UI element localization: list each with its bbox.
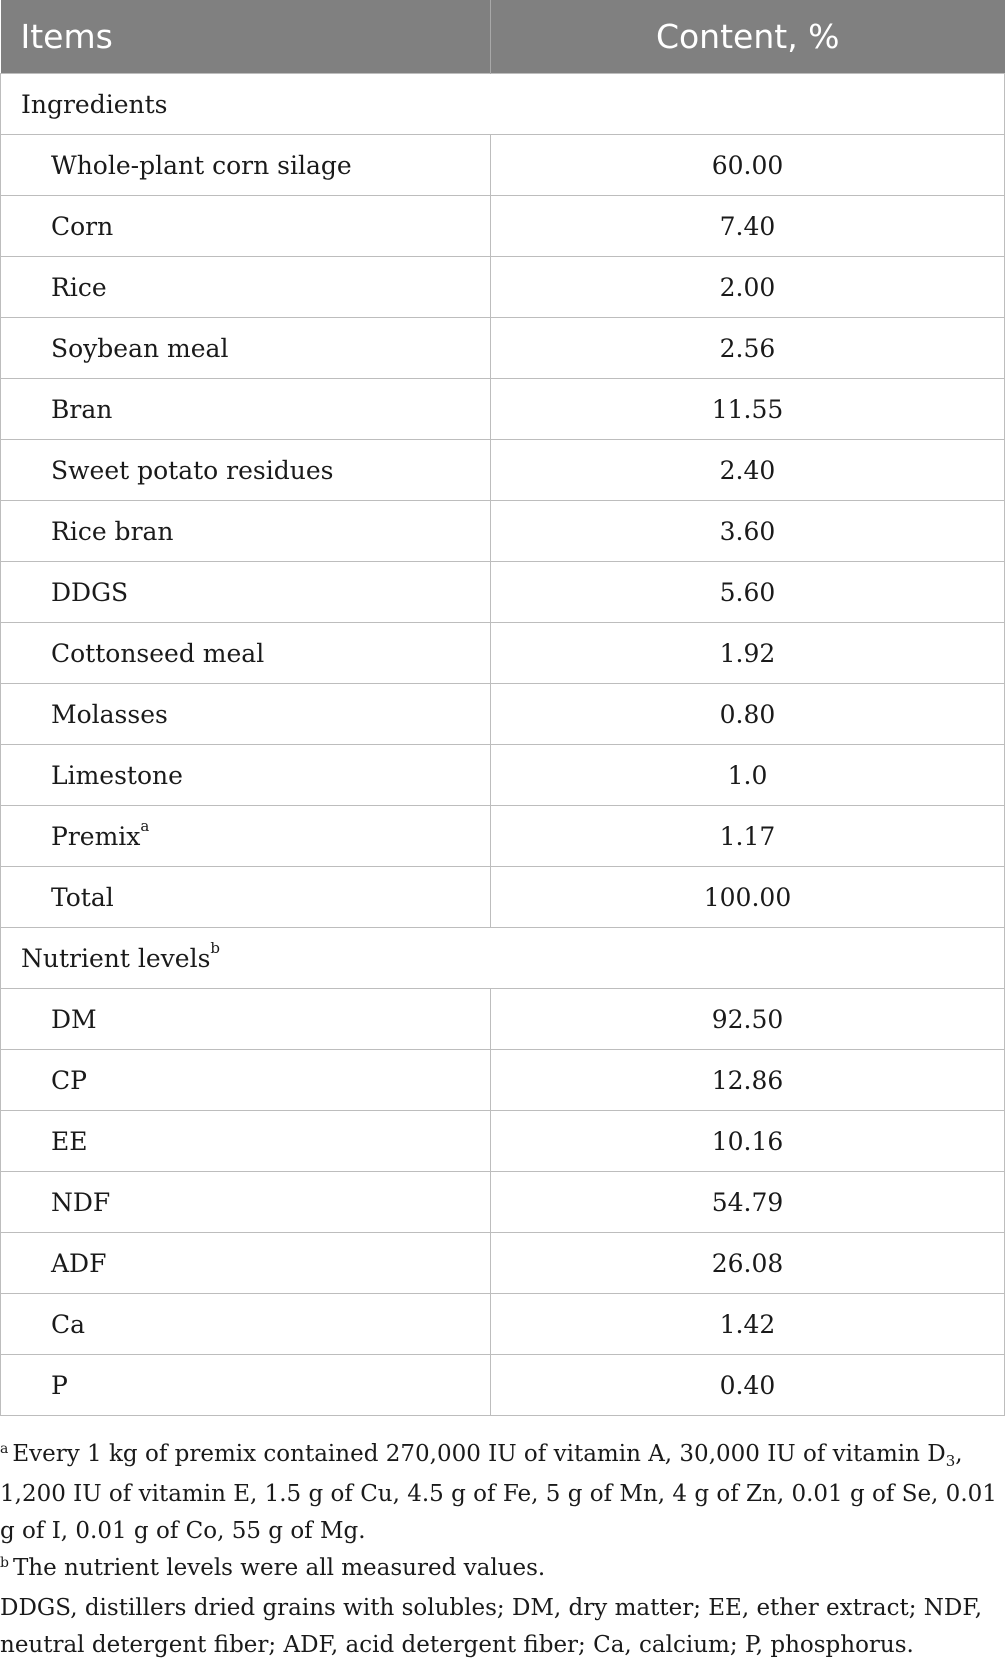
table-row	[1, 257, 1005, 318]
content-value: 92.50	[491, 989, 1005, 1050]
item-name: Rice bran	[51, 516, 174, 546]
content-value: 12.86	[491, 1050, 1005, 1111]
item-cell	[1, 501, 491, 562]
item-cell	[1, 745, 491, 806]
section-row	[1, 928, 1005, 989]
content-value: 2.40	[491, 440, 1005, 501]
content-value: 0.40	[491, 1355, 1005, 1416]
section-label-text: Ingredients	[21, 89, 168, 119]
content-value: 7.40	[491, 196, 1005, 257]
item-name: Total	[51, 882, 114, 912]
table-row	[1, 501, 1005, 562]
table-row	[1, 562, 1005, 623]
item-cell	[1, 135, 491, 196]
content-value: 1.42	[491, 1294, 1005, 1355]
item-name: EE	[51, 1126, 88, 1156]
content-value: 5.60	[491, 562, 1005, 623]
content-value: 2.56	[491, 318, 1005, 379]
item-cell	[1, 1050, 491, 1111]
table-footnotes	[0, 1436, 1004, 1664]
item-name: Corn	[51, 211, 114, 241]
table-row	[1, 745, 1005, 806]
table-row	[1, 379, 1005, 440]
item-name: Rice	[51, 272, 107, 302]
header-items: Items	[1, 0, 491, 74]
item-cell	[1, 562, 491, 623]
item-cell	[1, 806, 491, 867]
item-name: DDGS	[51, 577, 129, 607]
footnote-a-text-after: , 1,200 IU of vitamin E, 1.5 g of Cu, 4.5 g of Fe, 5 g of Mn, 4 g of Zn, 0.01 g of Se, 0.01 g of I, 0.01 g of Co, 55 g of Mg.	[0, 1441, 997, 1544]
item-name: DM	[51, 1004, 97, 1034]
table-header	[1, 0, 1005, 74]
table-row	[1, 1172, 1005, 1233]
content-value: 2.00	[491, 257, 1005, 318]
item-name: ADF	[51, 1248, 107, 1278]
table-row	[1, 989, 1005, 1050]
item-cell	[1, 257, 491, 318]
table-row	[1, 806, 1005, 867]
footnote-b-text: The nutrient levels were all measured values.	[12, 1555, 546, 1581]
content-value: 54.79	[491, 1172, 1005, 1233]
table-row	[1, 1355, 1005, 1416]
table-row	[1, 1233, 1005, 1294]
item-cell	[1, 684, 491, 745]
table-body	[1, 74, 1005, 1416]
section-footnote-mark: b	[210, 938, 221, 957]
table-row	[1, 318, 1005, 379]
content-value: 0.80	[491, 684, 1005, 745]
item-cell	[1, 379, 491, 440]
item-cell	[1, 196, 491, 257]
content-value: 1.92	[491, 623, 1005, 684]
item-name: Premix	[51, 821, 141, 851]
item-cell	[1, 989, 491, 1050]
table-row	[1, 623, 1005, 684]
footnote-b	[0, 1550, 1004, 1590]
table-row	[1, 1294, 1005, 1355]
table-row	[1, 684, 1005, 745]
footnote-abbreviations: DDGS, distillers dried grains with solubles; DM, dry matter; EE, ether extract; NDF, neutral detergent fiber; ADF, acid detergent fiber; Ca, calcium; P, phosphorus.	[0, 1595, 983, 1658]
item-name: CP	[51, 1065, 87, 1095]
item-cell	[1, 1294, 491, 1355]
content-value: 3.60	[491, 501, 1005, 562]
table-row	[1, 867, 1005, 928]
section-label	[1, 928, 1005, 989]
section-label-text: Nutrient levels	[21, 943, 211, 973]
table-row	[1, 196, 1005, 257]
item-cell	[1, 1172, 491, 1233]
item-footnote-mark: a	[140, 816, 150, 835]
table-row	[1, 135, 1005, 196]
section-row	[1, 74, 1005, 135]
item-name: P	[51, 1370, 68, 1400]
item-name: NDF	[51, 1187, 111, 1217]
footnote-a	[0, 1436, 1004, 1550]
footnote-b-mark: b	[0, 1555, 9, 1571]
footnote-a-text-before: Every 1 kg of premix contained 270,000 IU of vitamin A, 30,000 IU of vitamin D	[12, 1441, 946, 1467]
content-value: 1.0	[491, 745, 1005, 806]
content-value: 60.00	[491, 135, 1005, 196]
item-name: Cottonseed meal	[51, 638, 265, 668]
item-name: Ca	[51, 1309, 86, 1339]
footnote-a-sub: 3	[945, 1452, 956, 1470]
item-name: Limestone	[51, 760, 183, 790]
item-cell	[1, 440, 491, 501]
section-label	[1, 74, 1005, 135]
header-content: Content, %	[491, 0, 1005, 74]
content-value: 1.17	[491, 806, 1005, 867]
header-row	[1, 0, 1005, 74]
item-cell	[1, 867, 491, 928]
item-cell	[1, 1111, 491, 1172]
content-value: 100.00	[491, 867, 1005, 928]
table-row	[1, 440, 1005, 501]
item-name: Bran	[51, 394, 113, 424]
content-value: 11.55	[491, 379, 1005, 440]
table-row	[1, 1111, 1005, 1172]
item-name: Whole-plant corn silage	[51, 150, 352, 180]
item-name: Molasses	[51, 699, 168, 729]
content-value: 10.16	[491, 1111, 1005, 1172]
table-row	[1, 1050, 1005, 1111]
item-cell	[1, 623, 491, 684]
content-value: 26.08	[491, 1233, 1005, 1294]
item-cell	[1, 1233, 491, 1294]
item-name: Sweet potato residues	[51, 455, 334, 485]
item-name: Soybean meal	[51, 333, 229, 363]
footnote-a-mark: a	[0, 1441, 9, 1457]
item-cell	[1, 1355, 491, 1416]
item-cell	[1, 318, 491, 379]
